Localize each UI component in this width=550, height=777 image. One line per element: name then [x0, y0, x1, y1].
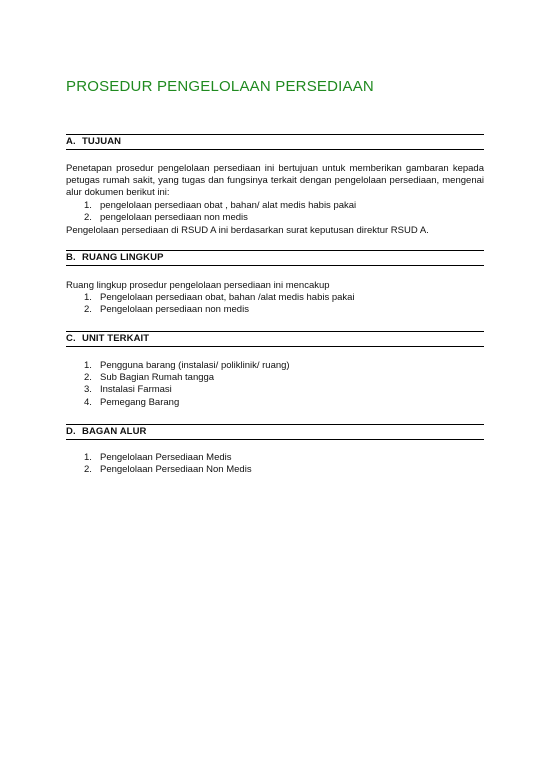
list-item-number: 2.: [84, 372, 92, 384]
list-item: [66, 372, 484, 384]
list-item: [66, 200, 484, 212]
section-heading-text: RUANG LINGKUP: [82, 252, 164, 263]
section-heading-bagan-alur: [66, 424, 484, 440]
list-item-number: 4.: [84, 396, 92, 408]
section-intro-paragraph: Ruang lingkup prosedur pengelolaan persediaan ini mencakup: [66, 280, 330, 291]
section-heading-tujuan: [66, 134, 484, 150]
list-item-text: Pengelolaan persediaan non medis: [100, 304, 249, 316]
list-item: [66, 304, 484, 316]
section-letter: C.: [66, 333, 76, 344]
list-item: [66, 212, 484, 224]
section-heading-ruang-lingkup: [66, 250, 484, 266]
list-item-text: Pengelolaan Persediaan Medis: [100, 452, 232, 463]
list-item: [66, 384, 484, 396]
list-item-number: 1.: [84, 360, 92, 371]
list-item-number: 2.: [84, 464, 92, 476]
list-item-number: 1.: [84, 452, 92, 463]
section-heading-text: BAGAN ALUR: [82, 426, 147, 437]
section-list-unit-terkait: [66, 360, 484, 409]
list-item: [66, 464, 484, 476]
section-letter: B.: [66, 252, 76, 263]
list-item-number: 3.: [84, 384, 92, 396]
list-item-number: 1.: [84, 200, 92, 211]
section-intro-paragraph: Penetapan prosedur pengelolaan persediaan ini bertujuan untuk memberikan gambaran kepada petugas rumah sakit, yang tugas dan fungsinya terkait dengan pengelolaan persediaan, mengenai alur dokumen berikut ini:: [66, 163, 484, 199]
list-item-text: Instalasi Farmasi: [100, 384, 172, 396]
list-item-text: Pemegang Barang: [100, 396, 180, 408]
section-list-bagan-alur: [66, 452, 484, 476]
section-letter: A.: [66, 136, 76, 147]
list-item-text: Pengguna barang (instalasi/ poliklinik/ ruang): [100, 360, 290, 371]
list-item-text: pengelolaan persediaan obat , bahan/ alat medis habis pakai: [100, 200, 357, 211]
list-item: [66, 292, 484, 304]
section-letter: D.: [66, 426, 76, 437]
section-outro-paragraph: Pengelolaan persediaan di RSUD A ini berdasarkan surat keputusan direktur RSUD A.: [66, 225, 429, 236]
list-item: [66, 360, 484, 372]
list-item: [66, 397, 484, 409]
list-item-text: Pengelolaan persediaan obat, bahan /alat medis habis pakai: [100, 292, 355, 303]
section-heading-unit-terkait: [66, 331, 484, 347]
list-item-number: 2.: [84, 304, 92, 316]
list-item-text: pengelolaan persediaan non medis: [100, 212, 248, 224]
list-item: [66, 452, 484, 464]
list-item-number: 1.: [84, 292, 92, 303]
section-heading-text: UNIT TERKAIT: [82, 333, 150, 344]
document-title: PROSEDUR PENGELOLAAN PERSEDIAAN: [66, 78, 374, 95]
section-heading-text: TUJUAN: [82, 136, 122, 147]
list-item-text: Sub Bagian Rumah tangga: [100, 372, 215, 384]
list-item-number: 2.: [84, 212, 92, 224]
list-item-text: Pengelolaan Persediaan Non Medis: [100, 464, 252, 476]
section-list-ruang-lingkup: [66, 292, 484, 316]
section-list-tujuan: [66, 200, 484, 224]
